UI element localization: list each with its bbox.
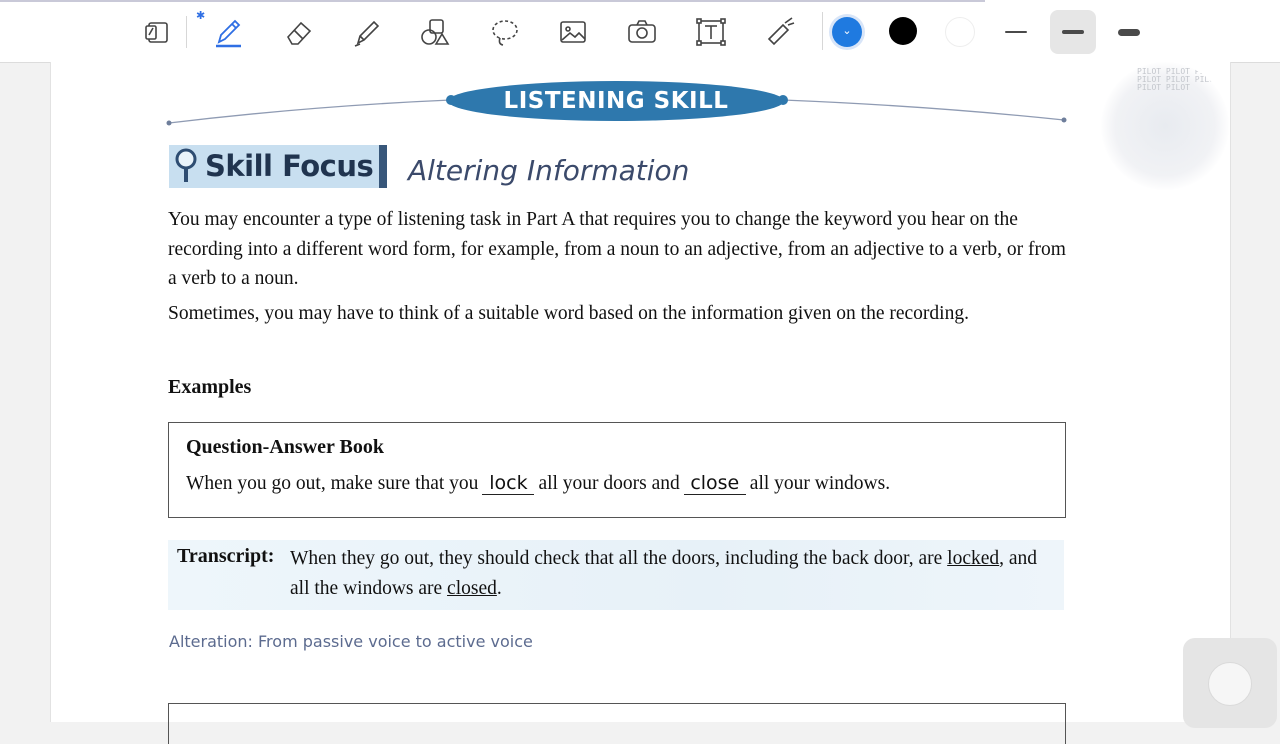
intro-paragraph: You may encounter a type of listening task in Part A that requires you to change the keyword you hear on the recording into a different word form, for example, from a noun to an adjective, from an adjective to a verb, or from a verb to a noun. <box>168 209 1066 289</box>
transcript-label: Transcript: <box>177 545 275 567</box>
qa-text: all your windows. <box>749 473 891 494</box>
next-example-box <box>168 703 1066 744</box>
shapes-icon[interactable] <box>417 14 453 50</box>
section-banner <box>448 81 784 121</box>
stroke-thick-button[interactable] <box>1106 10 1152 54</box>
transcript-box <box>168 540 1064 610</box>
toolbar-progress-line <box>0 0 985 2</box>
answer-blank: close <box>684 472 746 495</box>
pages-icon[interactable] <box>139 14 175 50</box>
page-title: Altering Information <box>408 154 690 187</box>
chevron-down-icon: ⌄ <box>842 24 852 37</box>
document-page[interactable] <box>50 62 1231 722</box>
alteration-note: Alteration: From passive voice to active voice <box>169 632 533 651</box>
text-icon[interactable] <box>693 14 729 50</box>
stroke-medium-button[interactable] <box>1050 10 1096 54</box>
qa-text: When you go out, make sure that you <box>186 473 479 494</box>
question-answer-box <box>168 422 1066 518</box>
assistive-touch-icon <box>1208 662 1252 706</box>
toolbar-divider <box>186 16 187 48</box>
transcript-keyword: locked <box>947 548 1000 569</box>
skill-focus-badge <box>169 145 387 188</box>
laser-pointer-icon[interactable] <box>762 14 798 50</box>
transcript-segment: , and all the windows are <box>290 548 1038 599</box>
floating-action-button[interactable] <box>1183 638 1277 728</box>
qa-text: all your doors and <box>538 473 680 494</box>
highlighter-icon[interactable] <box>349 14 385 50</box>
bluetooth-icon: ✱ <box>196 9 206 22</box>
toolbar-divider <box>822 12 823 50</box>
watermark-text: PILOT PILOT PILOT PILOT PILOT PILOT PILOT PILOT <box>1137 67 1219 92</box>
transcript-segment: When they go out, they should check that all the doors, including the back door, are <box>290 548 943 569</box>
color-swatch-white[interactable] <box>945 17 975 47</box>
qa-title: Question-Answer Book <box>186 436 384 458</box>
color-swatch-black[interactable] <box>889 17 917 45</box>
transcript-text <box>290 544 1050 603</box>
eraser-icon[interactable] <box>281 14 317 50</box>
image-icon[interactable] <box>555 14 591 50</box>
magnifier-icon <box>173 147 203 185</box>
second-paragraph: Sometimes, you may have to think of a suitable word based on the information given on the recording. <box>168 303 969 324</box>
qa-sentence <box>186 472 890 495</box>
stroke-thin-button[interactable] <box>993 10 1039 54</box>
examples-heading: Examples <box>168 376 252 398</box>
skill-focus-label: Skill Focus <box>205 149 374 183</box>
camera-icon[interactable] <box>624 14 660 50</box>
transcript-keyword: closed <box>447 577 497 599</box>
color-swatch-blue[interactable] <box>832 17 862 47</box>
answer-blank: lock <box>482 472 534 495</box>
toolbar <box>0 0 1280 63</box>
transcript-segment: . <box>496 577 502 599</box>
publisher-watermark <box>1101 62 1229 190</box>
pen-icon[interactable] <box>210 14 246 50</box>
lasso-icon[interactable] <box>487 14 523 50</box>
banner-title: LISTENING SKILL <box>503 88 729 114</box>
